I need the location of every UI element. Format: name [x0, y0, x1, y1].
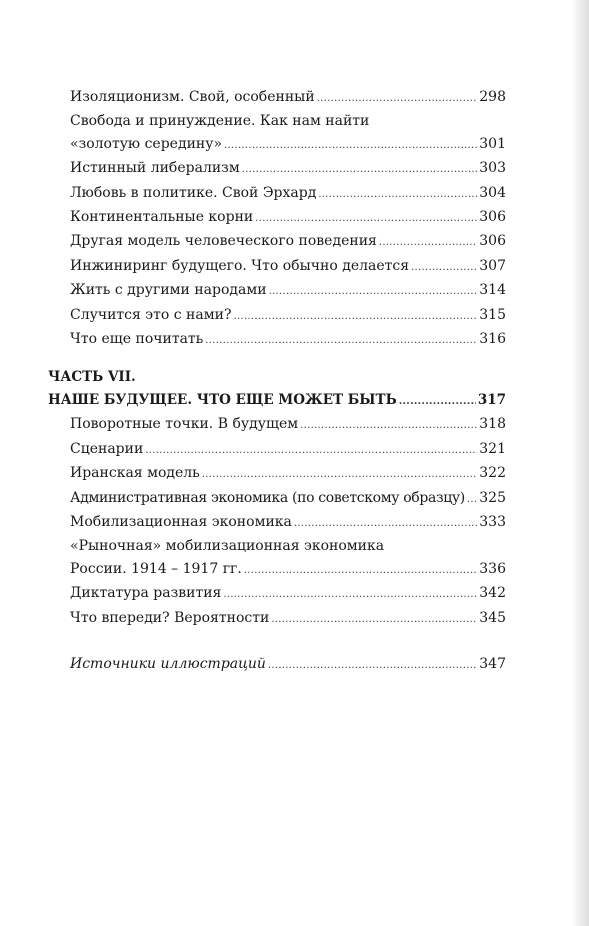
leader-dots	[271, 609, 477, 631]
toc-entry[interactable]	[48, 487, 506, 511]
leader-dots	[233, 306, 477, 328]
part-label: ЧАСТЬ VII.	[48, 369, 136, 386]
leader-dots	[300, 415, 477, 437]
toc-entry-page: 345	[479, 609, 506, 626]
toc-entry[interactable]	[48, 304, 506, 328]
part-title: НАШЕ БУДУЩЕЕ. ЧТО ЕЩЕ МОЖЕТ БЫТЬ	[48, 391, 397, 408]
toc-entry-page: 306	[479, 209, 506, 226]
toc-entry-page: 306	[479, 233, 506, 250]
leader-dots	[379, 232, 477, 254]
toc-entry-title: Инжиниринг будущего. Что обычно делается	[70, 257, 410, 274]
toc-entry-title: Мобилизационная экономика	[70, 513, 292, 530]
toc-entry-title: Источники иллюстраций	[70, 655, 266, 672]
toc-entry-page: 315	[479, 306, 506, 323]
page-edge-shadow	[571, 0, 589, 926]
spacer	[48, 352, 506, 366]
toc-entry[interactable]	[48, 413, 506, 437]
toc-entry[interactable]	[48, 462, 506, 486]
toc-entry-page: 298	[479, 89, 506, 105]
toc-entry-page: 304	[479, 184, 506, 201]
part-page: 317	[477, 391, 506, 408]
toc-entry-page: 347	[479, 655, 506, 672]
toc-entry[interactable]	[48, 279, 506, 303]
toc-entry[interactable]	[48, 255, 506, 279]
toc-entry-page: 336	[479, 560, 506, 577]
toc-entry-title-line1: Свобода и принуждение. Как нам найти	[70, 113, 370, 130]
toc-entry[interactable]	[48, 230, 506, 254]
toc-entry-title-line1: «Рыночная» мобилизационная экономика	[70, 538, 385, 555]
toc-entry-page: 307	[479, 257, 506, 274]
toc-entry[interactable]	[48, 157, 506, 181]
toc-entry[interactable]	[48, 511, 506, 535]
toc-entry[interactable]	[48, 438, 506, 462]
toc-entry[interactable]	[48, 607, 506, 631]
leader-dots	[399, 391, 476, 413]
toc-entry-page: 325	[479, 489, 506, 506]
toc-entry[interactable]	[48, 328, 506, 352]
toc-entry-title: Жить с другими народами	[70, 282, 267, 299]
toc-entry-title: Что впереди? Вероятности	[70, 609, 270, 626]
leader-dots	[318, 184, 477, 206]
toc-entry-title: Истинный либерализм	[70, 160, 240, 177]
toc-entry-page: 303	[479, 160, 506, 177]
table-of-contents	[48, 86, 506, 677]
toc-entry[interactable]	[48, 558, 506, 582]
toc-entry[interactable]	[48, 86, 506, 110]
toc-entry-title: Административная экономика (по советскому образцу)	[70, 489, 465, 506]
leader-dots	[268, 655, 477, 677]
toc-entry-line1[interactable]	[48, 110, 506, 132]
toc-entry-page: 333	[479, 513, 506, 530]
toc-entry-title: Иранская модель	[70, 465, 200, 482]
leader-dots	[269, 281, 478, 303]
toc-entry-title: Диктатура развития	[70, 585, 222, 602]
leader-dots	[202, 464, 477, 486]
toc-entry-title: Другая модель человеческого поведения	[70, 233, 377, 250]
toc-entry-sources[interactable]	[48, 653, 506, 677]
leader-dots	[255, 208, 477, 230]
leader-dots	[205, 330, 477, 352]
toc-entry-title: Любовь в политике. Свой Эрхард	[70, 184, 317, 201]
toc-entry-title: Сценарии	[70, 440, 144, 457]
toc-entry-page: 314	[479, 282, 506, 299]
toc-entry[interactable]	[48, 133, 506, 157]
toc-entry-page: 301	[479, 135, 506, 152]
toc-entry-title: Изоляционизм. Свой, особенный	[70, 89, 315, 105]
leader-dots	[294, 513, 477, 535]
leader-dots	[223, 584, 477, 606]
toc-entry-title: Что еще почитать	[70, 331, 204, 348]
toc-entry-page: 318	[479, 416, 506, 433]
toc-entry-title: России. 1914 – 1917 гг.	[70, 560, 242, 577]
toc-entry-title: Континентальные корни	[70, 209, 254, 226]
leader-dots	[145, 440, 477, 462]
toc-entry[interactable]	[48, 582, 506, 606]
toc-entry[interactable]	[48, 206, 506, 230]
leader-dots	[224, 135, 477, 157]
toc-entry-title: «золотую середину»	[70, 135, 223, 152]
leader-dots	[244, 560, 477, 582]
leader-dots	[242, 159, 478, 181]
part-label-row	[48, 366, 506, 388]
toc-entry-line1[interactable]	[48, 535, 506, 557]
spacer	[48, 631, 506, 653]
leader-dots	[317, 88, 478, 110]
toc-entry-page: 322	[479, 465, 506, 482]
part-heading-entry[interactable]	[48, 389, 506, 413]
toc-entry-page: 316	[479, 331, 506, 348]
toc-entry-page: 321	[479, 440, 506, 457]
leader-dots	[467, 489, 477, 511]
toc-entry[interactable]	[48, 182, 506, 206]
toc-entry-page: 342	[479, 585, 506, 602]
toc-entry-title: Случится это с нами?	[70, 306, 232, 323]
leader-dots	[411, 257, 477, 279]
toc-entry-title: Поворотные точки. В будущем	[70, 416, 299, 433]
